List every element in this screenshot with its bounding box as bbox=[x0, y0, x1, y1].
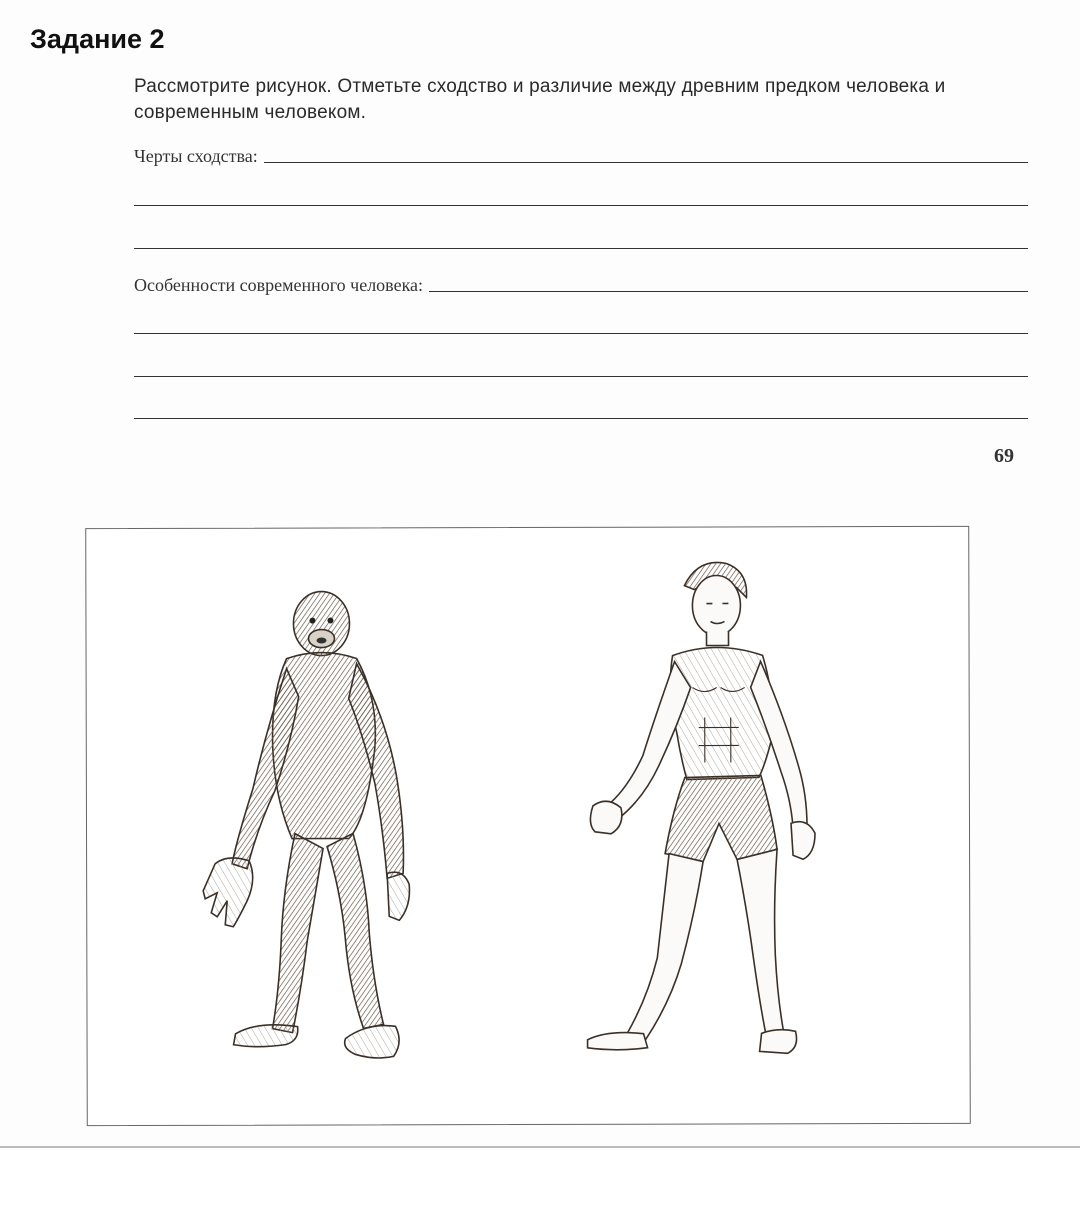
task-title: Задание 2 bbox=[30, 24, 165, 54]
illustration-svg bbox=[86, 527, 970, 1125]
modern-human-icon bbox=[586, 562, 815, 1054]
illustration-frame bbox=[85, 526, 971, 1126]
answer-line-similarities-1[interactable] bbox=[134, 162, 1028, 163]
modern-features-label: Особенности современного человека: bbox=[134, 275, 429, 296]
answer-line-similarities-2[interactable] bbox=[134, 205, 1028, 206]
task-instruction: Рассмотрите рисунок. Отметьте сходство и различие между древним предком человека и современным человеком. bbox=[134, 76, 946, 123]
page-number: 69 bbox=[994, 445, 1014, 467]
ancient-hominid-icon bbox=[202, 591, 410, 1058]
answer-line-features-4[interactable] bbox=[134, 418, 1028, 419]
answer-line-features-2[interactable] bbox=[134, 333, 1028, 334]
answer-line-similarities-3[interactable] bbox=[134, 248, 1028, 249]
answer-line-features-3[interactable] bbox=[134, 376, 1028, 377]
similarities-label: Черты сходства: bbox=[134, 146, 264, 167]
page-bottom-divider bbox=[0, 1146, 1080, 1148]
